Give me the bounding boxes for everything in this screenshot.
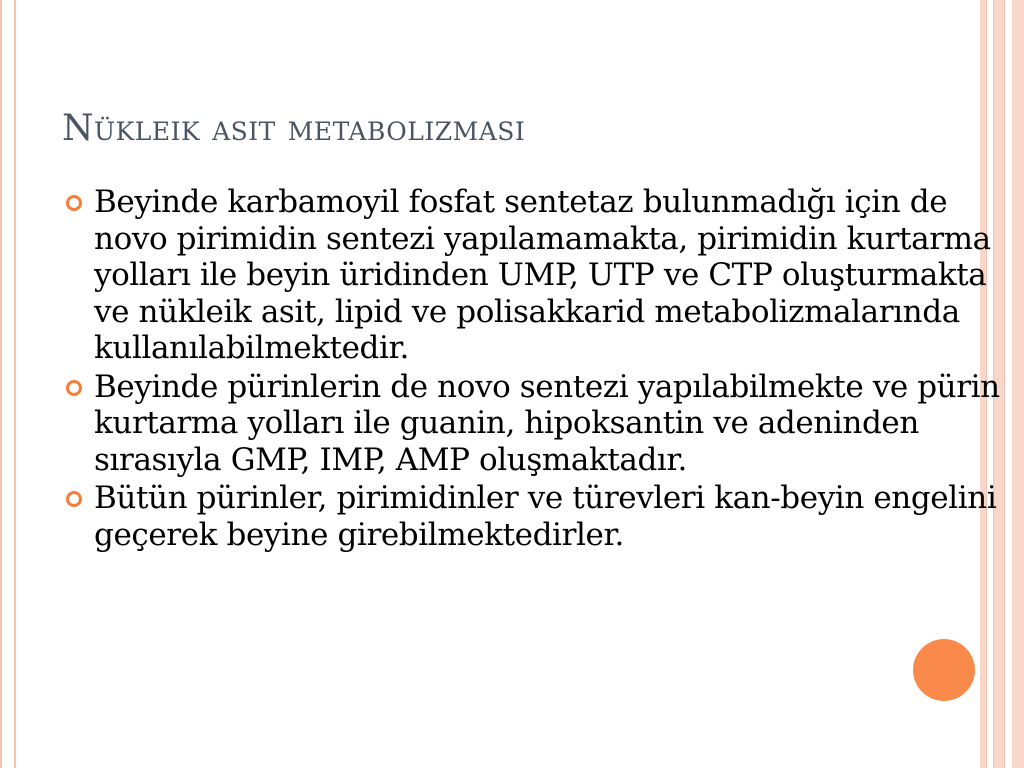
circle-bullet-icon — [66, 195, 82, 211]
circle-bullet-icon — [66, 380, 82, 396]
decorative-circle — [913, 639, 975, 701]
slide-title: Nükleik asit metabolizması — [62, 108, 526, 149]
bullet-text: Bütün pürinler, pirimidinler ve türevleri kan-beyin engelini geçerek beyine girebilmektedirler. — [94, 480, 997, 553]
bullet-item — [62, 480, 1012, 553]
circle-bullet-icon — [66, 491, 82, 507]
bullet-item — [62, 184, 1012, 367]
bullet-text: Beyinde karbamoyil fosfat sentetaz bulunmadığı için de novo pirimidin sentezi yapılamamakta, pirimidin kurtarma yolları ile beyin üridinden UMP, UTP ve CTP oluşturmakta ve nükleik asit, lipid ve polisakkarid metabolizmalarında kullanılabilmektedir. — [94, 184, 991, 366]
bullet-list — [62, 184, 1012, 555]
bullet-item — [62, 369, 1012, 479]
bullet-text: Beyinde pürinlerin de novo sentezi yapılabilmekte ve pürin kurtarma yolları ile guanin, hipoksantin ve adeninden sırasıyla GMP, IMP, AMP oluşmaktadır. — [94, 368, 1000, 478]
right-frame-stripe — [1012, 0, 1024, 768]
left-frame-border — [0, 0, 16, 768]
